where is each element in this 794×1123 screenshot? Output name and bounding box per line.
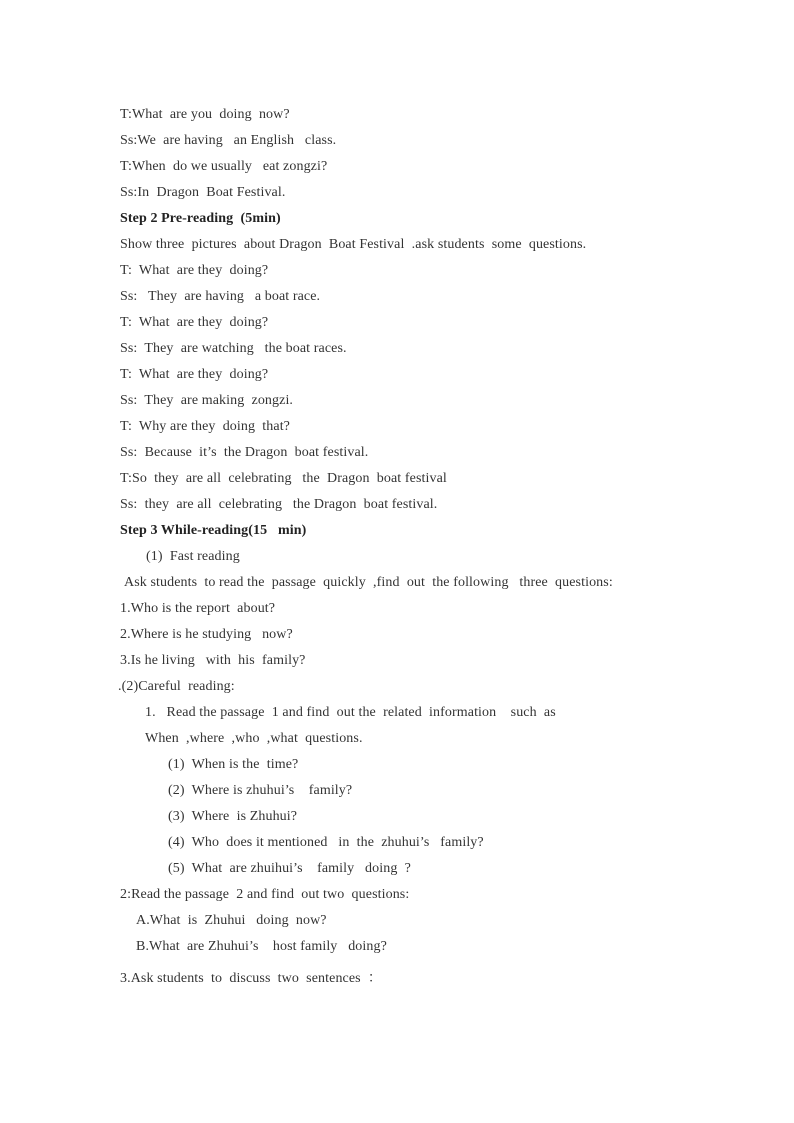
instruction-line: 2:Read the passage 2 and find out two questions: [120, 887, 410, 902]
question-item: B.What are Zhuhui’s host family doing? [136, 939, 387, 954]
question-item: A.What is Zhuhui doing now? [136, 913, 327, 928]
subsection-fast-reading: (1) Fast reading [146, 549, 240, 564]
dialogue-line: Ss: they are all celebrating the Dragon boat festival. [120, 497, 438, 512]
step-2-heading: Step 2 Pre-reading (5min) [120, 211, 281, 226]
dialogue-line: Ss: They are watching the boat races. [120, 341, 347, 356]
dialogue-line: T:What are you doing now? [120, 107, 290, 122]
question-item: 2.Where is he studying now? [120, 627, 293, 642]
dialogue-line: Ss: Because it’s the Dragon boat festival. [120, 445, 369, 460]
subsection-careful-reading: .(2)Careful reading: [118, 679, 235, 694]
instruction-line: When ,where ,who ,what questions. [145, 731, 363, 746]
instruction-line: Show three pictures about Dragon Boat Festival .ask students some questions. [120, 237, 587, 252]
question-item: 3.Is he living with his family? [120, 653, 306, 668]
instruction-line: 3.Ask students to discuss two sentences ： [120, 971, 383, 986]
question-item: (4) Who does it mentioned in the zhuhui’s family? [168, 835, 484, 850]
dialogue-line: Ss: They are making zongzi. [120, 393, 294, 408]
question-item: (5) What are zhuihui’s family doing ? [168, 861, 411, 876]
dialogue-line: Ss:We are having an English class. [120, 133, 337, 148]
question-item: (2) Where is zhuhui’s family? [168, 783, 353, 798]
dialogue-line: Ss:In Dragon Boat Festival. [120, 185, 286, 200]
question-item: 1.Who is the report about? [120, 601, 276, 616]
instruction-line: 1. Read the passage 1 and find out the related information such as [145, 705, 556, 720]
dialogue-line: T: What are they doing? [120, 367, 269, 382]
step-3-heading: Step 3 While-reading(15 min) [120, 523, 307, 538]
dialogue-line: T:When do we usually eat zongzi? [120, 159, 328, 174]
instruction-line: Ask students to read the passage quickly ,find out the following three questions: [124, 575, 613, 590]
dialogue-line: T: Why are they doing that? [120, 419, 290, 434]
dialogue-line: T:So they are all celebrating the Dragon boat festival [120, 471, 447, 486]
dialogue-line: T: What are they doing? [120, 263, 269, 278]
question-item: (3) Where is Zhuhui? [168, 809, 298, 824]
question-item: (1) When is the time? [168, 757, 299, 772]
dialogue-line: T: What are they doing? [120, 315, 269, 330]
dialogue-line: Ss: They are having a boat race. [120, 289, 321, 304]
